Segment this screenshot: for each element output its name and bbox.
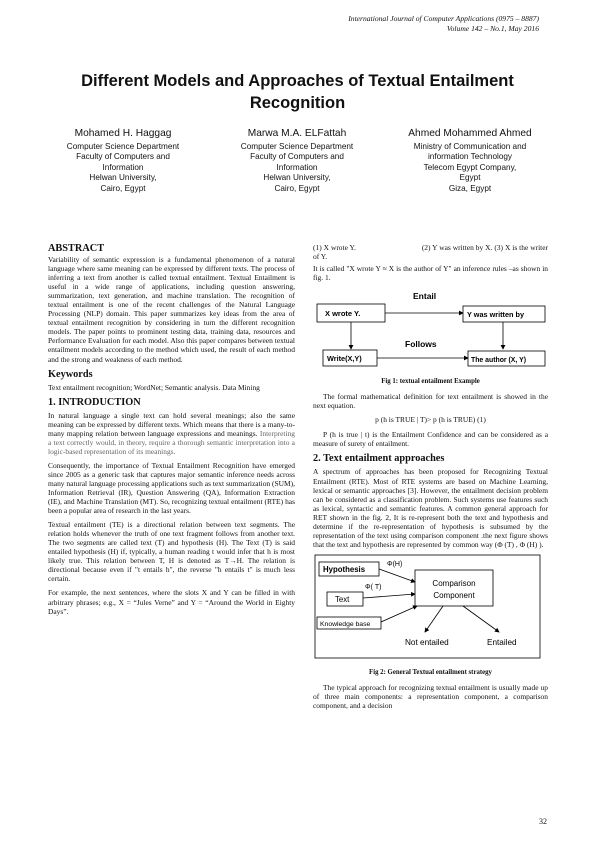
page-number: 32 (539, 817, 547, 826)
author-affiliation-line: information Technology (427, 152, 513, 162)
confidence-paragraph: P (h is true | t) is the Entailment Confidence and can be considered as a measure of surety of entailment. (313, 430, 548, 449)
figure-2 (313, 554, 548, 664)
author-affiliation-line: Cairo, Egypt (100, 183, 146, 193)
formal-definition-paragraph: The formal mathematical definition for text entailment is showed in the next equation. (313, 392, 548, 411)
keywords-text: Text entailment recognition; WordNet; Semantic analysis. Data Mining (48, 382, 260, 392)
example-2-3: (2) Y was written by X. (3) X is the writer of Y. (313, 243, 548, 262)
typical-approach-paragraph: The typical approach for recognizing textual entailment is usually made up of three main components: a representation component, a comparison component, and a decision (313, 682, 548, 711)
fig2-phi-t-label: Φ( T) (365, 583, 382, 591)
author-block-1 (48, 128, 198, 194)
keywords-heading: Keywords (48, 368, 93, 380)
intro-p1-main: In natural language a single text can hold several meanings; also the same meaning can be expressed by different texts. Which means that there is a many-to-many mapping relation between language expressions and meanings. (48, 410, 295, 438)
fig2-text-label: Text (335, 594, 350, 604)
author-affiliation-line: Helwan University, (263, 173, 331, 183)
fig2-knowledge-base-label: Knowledge base (320, 620, 371, 628)
intro-paragraph-4: For example, the next sentences, where the slots X and Y can be filled in with arbitrary phrases; e.g., X = “Jules Verne” and Y = “Around the World in Eighty Days”. (48, 588, 295, 616)
fig2-not-entailed-label: Not entailed (405, 637, 449, 647)
fig1-entail-label: Entail (413, 291, 437, 302)
intro-paragraph-1 (48, 411, 295, 456)
abstract-text: Variability of semantic expression is a fundamental phenomenon of a natural language where same meaning can be expressed by different texts. The process of inferring a text from another is called textual entailment. Textual Entailment is useful in a wide range of applications, including question answering, summarization, text generation, and machine translation. The recognition of textual entailment is one of the recent challenges of the Natural Language Processing (NLP) domain. This paper summarizes key ideas from the area of textual entailment recognition by considering in turn the different recognition models. The paper points to prominent testing data, training data, resources and Performance Evaluation for each model. Also this paper compares between textual entailment models according to the method which used, the result of each method and the strong and weakness of each method. (48, 255, 295, 364)
author-affiliation-line: Telecom Egypt Company, (423, 162, 517, 172)
author-name: Marwa M.A. ELFattah (247, 128, 347, 139)
fig2-hypothesis-label: Hypothesis (323, 564, 366, 574)
fig1-box-written-by-label: Y was written by (467, 310, 525, 320)
inference-rule-paragraph: It is called "X wrote Y ≈ X is the author of Y" an inference rules –as shown in fig. 1. (313, 264, 548, 283)
abstract-heading: ABSTRACT (48, 243, 105, 254)
fig2-phi-h-label: Φ(H) (387, 560, 403, 568)
fig1-box-x-wrote-label: X wrote Y. (325, 309, 361, 319)
journal-header (348, 14, 539, 34)
intro-paragraph-3: Textual entailment (TE) is a directional relation between text segments. The relation holds whenever the truth of one text fragment follows from another text. The two segments are called text (T) and hypothesis (H). The Text (T) is said entailed hypothesis (H) if, typically, a human reading t would infer that h is most likely true. This relation between T, H is denoted as T→H. The relation is directional because even if "t entails h", the reverse "h entails t" is much less certain. (48, 520, 295, 584)
fig2-comparison-box (415, 570, 493, 606)
fig1-follows-label: Follows (405, 339, 437, 350)
author-block-3 (400, 128, 540, 194)
fig2-comparison-line1: Comparison (432, 578, 476, 588)
equation-1: p (h is TRUE | T)> p (h is TRUE) (1) (375, 415, 486, 425)
fig2-comparison-line2: Component (433, 590, 475, 600)
intro-heading: 1. INTRODUCTION (48, 396, 141, 408)
right-column (313, 243, 548, 715)
figure-1-caption: Fig 1: textual entailment Example (381, 378, 480, 386)
figure-1-diagram (313, 287, 548, 373)
section-2-paragraph: A spectrum of approaches has been proposed for Recognizing Textual Entailment (RTE). Most of RTE systems are based on Machine Learning, lexical or semantic approaches [3]. However, the entailment decision problem can be considered as a classification problem. Such systems use features such as lexical, syntactic and semantic features. A common general approach for RET shown in the fig. 2, It is re-represent both the text and hypothesis and determine if the re-representation of hypothesis is subsumed by the representation of the text using comparison component .the next figure shows that the text and hypothesis are represented by common way (Φ (T) , Φ (H) ). (313, 467, 548, 549)
journal-volume: Volume 142 – No.1, May 2016 (446, 24, 539, 33)
examples-paragraph (313, 243, 548, 261)
author-name: Ahmed Mohammed Ahmed (408, 128, 532, 139)
intro-p1-grey: Interpreting a text correctly would, in theory, require a thorough semantic interpretation into a logic-based representation of its meanings. (48, 428, 296, 456)
figure-2-diagram (313, 554, 548, 664)
example-1: (1) X wrote Y. (313, 243, 356, 252)
author-block-2 (222, 128, 372, 194)
journal-name: International Journal of Computer Applications (0975 – 8887) (348, 14, 539, 23)
figure-2-caption: Fig 2: General Textual entailment strategy (369, 668, 492, 676)
author-affiliation-line: Cairo, Egypt (274, 183, 320, 193)
author-affiliation-line: Egypt (459, 173, 481, 183)
author-affiliation-line: Ministry of Communication and (413, 142, 527, 151)
left-column (48, 243, 295, 621)
author-affiliation-line: Information (102, 162, 144, 172)
author-affiliation-line: Computer Science Department (66, 142, 180, 151)
figure-1 (313, 287, 548, 373)
author-affiliation-line: Helwan University, (89, 173, 157, 183)
fig1-box-author-label: The author (X, Y) (471, 357, 527, 365)
intro-paragraph-2: Consequently, the importance of Textual Entailment Recognition have emerged since 2005 as a generic task that captures major semantic inference needs across many natural language processing applications such as text summarization (SUM), Information Retrieval (IR), Question Answering (QA), Information Extraction (IE), and Machine Translation (MT). So, recognizing textual entailment (RTE) has been a popular area of research in the last years. (48, 460, 295, 516)
author-affiliation-line: Faculty of Computers and (250, 152, 344, 162)
fig2-entailed-label: Entailed (487, 637, 517, 647)
author-affiliation-line: Computer Science Department (240, 142, 354, 151)
author-affiliation-line: Faculty of Computers and (76, 152, 170, 162)
fig1-box-write-label: Write(X,Y) (327, 354, 362, 364)
author-affiliation-line: Giza, Egypt (448, 183, 492, 193)
author-name: Mohamed H. Haggag (74, 128, 172, 139)
section-2-heading: 2. Text entailment approaches (313, 453, 445, 465)
paper-title: Different Models and Approaches of Textual Entailment Recognition (81, 72, 514, 112)
author-affiliation-line: Information (276, 162, 318, 172)
